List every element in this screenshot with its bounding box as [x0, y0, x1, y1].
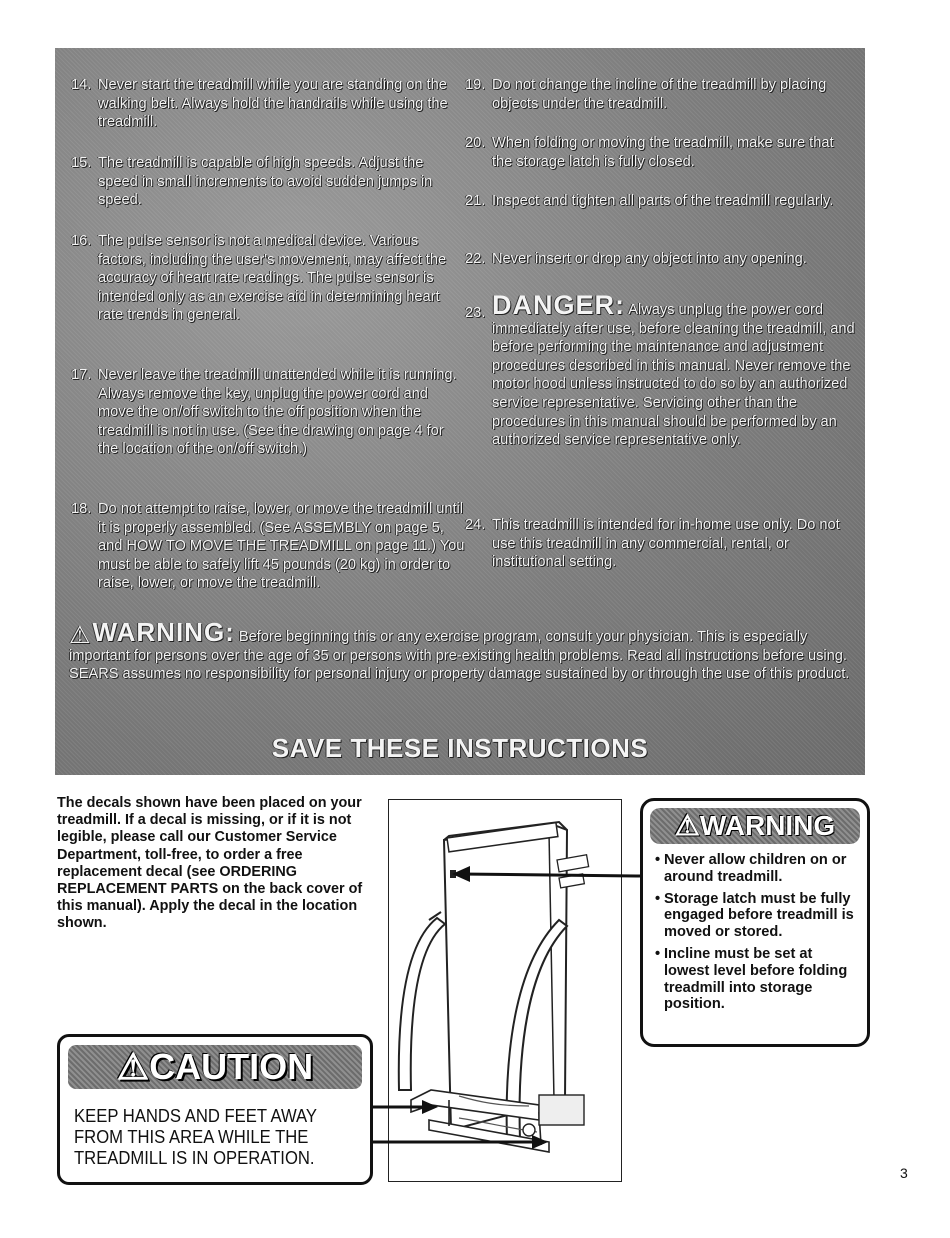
item-number: 20. [465, 135, 486, 151]
safety-item-17 [71, 366, 466, 500]
caution-decal-message: KEEP HANDS AND FEET AWAY FROM THIS AREA WHILE THE TREADMILL IS IN OPERATION. [74, 1105, 317, 1168]
item-text: Inspect and tighten all parts of the treadmill regularly. [492, 193, 834, 209]
item-number: 16. [71, 233, 92, 249]
item-number: 21. [465, 193, 486, 209]
save-instructions-heading: SAVE THESE INSTRUCTIONS [271, 733, 649, 763]
item-text: The treadmill is capable of high speeds. Adjust the speed in small increments to avoid sudden jumps in speed. [98, 155, 433, 209]
item-number: 22. [465, 251, 486, 267]
danger-label: DANGER: [492, 290, 625, 320]
decal-intro-text: The decals shown have been placed on your treadmill. If a decal is missing, or if it is not legible, please call our Customer Service Department, toll-free, to order a free replacement decal (see ORDERING REPLACEMENT PARTS on the back cover of this manual). Apply the decal in the location shown. [57, 795, 363, 932]
item-text: Do not attempt to raise, lower, or move the treadmill until it is properly assembled. (See ASSEMBLY on page 5, and HOW TO MOVE THE TREADMILL on page 11.) You must be able to safely lift 45 pounds (20 kg) in order to raise, lower, or move the treadmill. [98, 501, 465, 592]
warning-triangle-icon: ⚠ [69, 622, 91, 649]
danger-text: Always unplug the power cord immediately after use, before cleaning the treadmill, and before performing the maintenance and adjustment procedures described in this manual. Never remove the motor hood unless instructed to do so by an authorized service representative. Servicing other than the procedures in this manual should be performed by an authorized service representative only. [492, 302, 855, 449]
safety-item-20 [465, 134, 855, 192]
warning-decal-title: ⚠WARNING [650, 808, 860, 844]
safety-item-19 [465, 76, 855, 134]
safety-item-23 [465, 290, 855, 516]
item-number: 17. [71, 367, 92, 383]
warning-text: Before beginning this or any exercise program, consult your physician. This is especially important for persons over the age of 35 or persons with pre-existing health problems. Read all instructions before using. SEARS assumes no responsibility for personal injury or property damage sustained by or through the use of this product. [69, 629, 850, 683]
warning-decal [640, 798, 870, 1047]
item-text: Never insert or drop any object into any opening. [492, 251, 807, 267]
item-number: 19. [465, 77, 486, 93]
treadmill-illustration-frame [388, 799, 622, 1182]
list-item: • Incline must be set at lowest level before folding treadmill into storage position. [655, 946, 859, 1013]
item-number: 15. [71, 155, 92, 171]
item-text: This treadmill is intended for in-home use only. Do not use this treadmill in any commercial, rental, or institutional setting. [492, 517, 840, 571]
safety-list-right [465, 76, 855, 572]
safety-item-14 [71, 76, 466, 154]
item-text: Never leave the treadmill unattended while it is running. Always remove the key, unplug the power cord and move the on/off switch to the off position when the treadmill is not in use. (See the drawing on page 4 for the location of the on/off switch.) [98, 367, 457, 458]
safety-item-24 [465, 516, 855, 572]
caution-decal [57, 1034, 373, 1185]
item-text: Do not change the incline of the treadmill by placing objects under the treadmill. [492, 77, 827, 112]
item-text: Never start the treadmill while you are standing on the walking belt. Always hold the handrails while using the treadmill. [98, 77, 448, 131]
item-number: 14. [71, 77, 92, 93]
treadmill-illustration [389, 800, 621, 1181]
warning-decal-list [643, 852, 867, 1013]
warning-paragraph [69, 617, 859, 684]
item-text: The pulse sensor is not a medical device. Various factors, including the user's movement, may affect the accuracy of heart rate readings. The pulse sensor is intended only as an exercise aid in determining heart rate trends in general. [98, 233, 447, 324]
item-number: 18. [71, 501, 92, 517]
item-number: 24. [465, 517, 486, 533]
safety-item-18 [71, 500, 466, 593]
list-item: • Storage latch must be fully engaged before treadmill is moved or stored. [655, 891, 859, 941]
safety-panel [55, 48, 865, 775]
page-number: 3 [900, 1165, 908, 1181]
safety-item-15 [71, 154, 466, 232]
safety-list-left [71, 76, 466, 593]
warning-label: WARNING: [92, 617, 235, 647]
item-text [492, 290, 855, 450]
list-item: • Never allow children on or around treadmill. [655, 852, 859, 886]
safety-item-21 [465, 192, 855, 250]
item-text: When folding or moving the treadmill, make sure that the storage latch is fully closed. [492, 135, 834, 170]
safety-item-16 [71, 232, 466, 366]
caution-decal-title: ⚠CAUTION [68, 1045, 362, 1089]
item-number: 23. [465, 305, 486, 321]
